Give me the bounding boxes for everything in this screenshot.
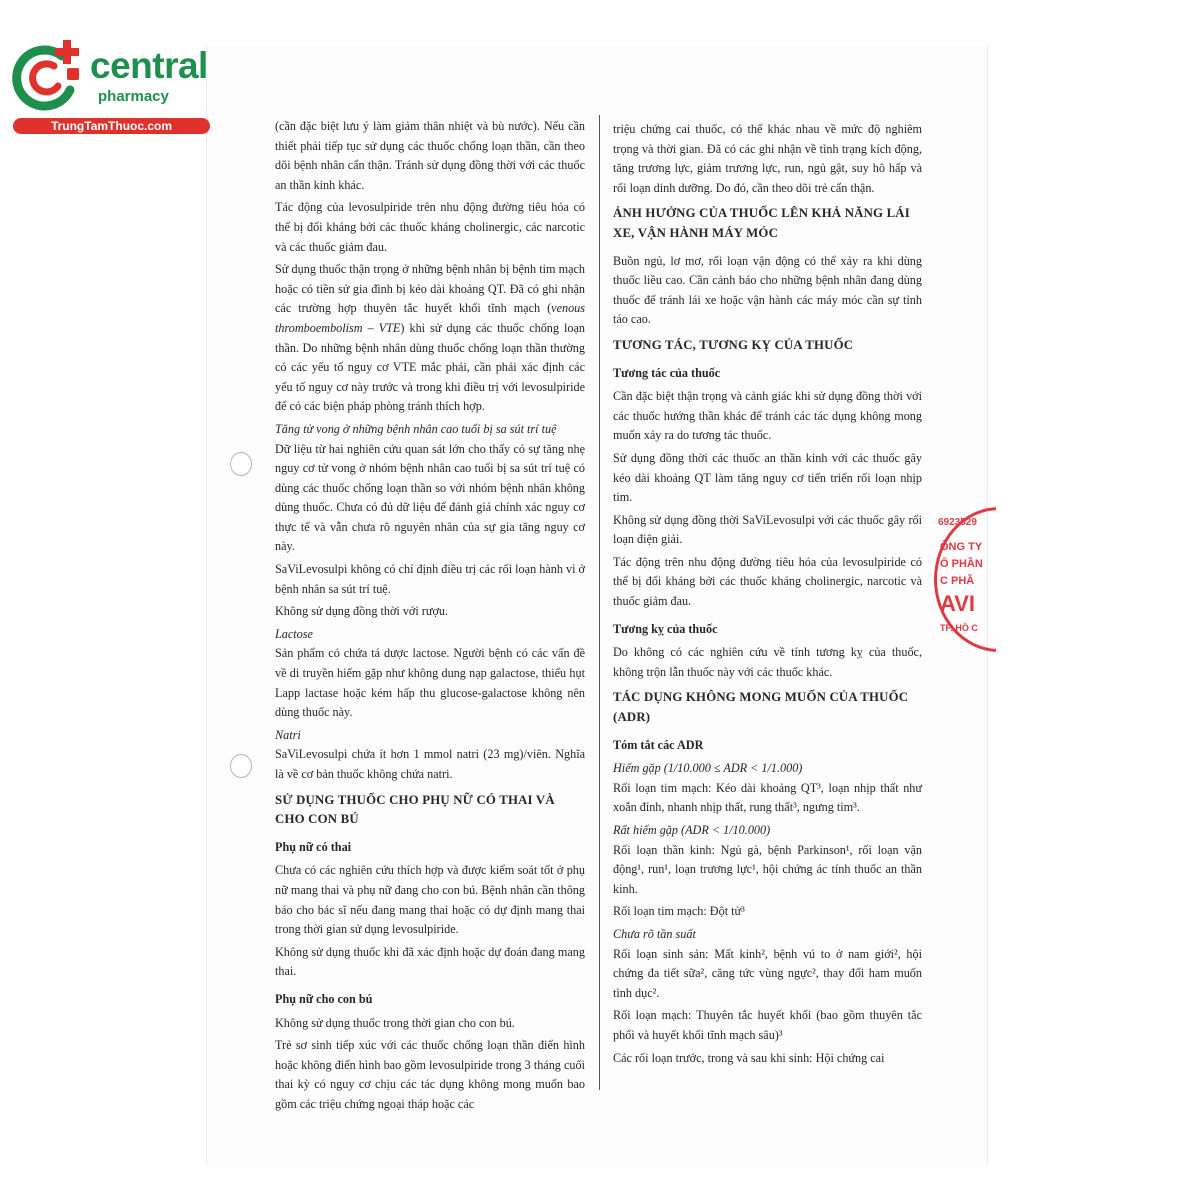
logo-wordmark: central [90, 45, 208, 86]
paragraph: Trẻ sơ sinh tiếp xúc với các thuốc chống loạn thần điển hình hoặc không điển hình bao gồm levosulpiride trong 3 tháng cuối thai kỳ có nguy cơ chịu các tác dụng không mong muốn bao gồm các triệu chứng ngoại tháp hoặc các [275, 1038, 585, 1111]
logo-website-bar: TrungTamThuoc.com [13, 118, 210, 134]
paragraph: Rối loạn sinh sản: Mất kinh², bệnh vú to ở nam giới², hội chứng đa tiết sữa², căng tức vùng ngực², thay đổi ham muốn tình dục². [613, 946, 922, 1000]
column-divider [599, 115, 600, 1090]
section-heading: TƯƠNG TÁC, TƯƠNG KỴ CỦA THUỐC [613, 337, 854, 352]
stamp-text: C PHẦ [940, 575, 975, 587]
punch-hole [230, 754, 252, 778]
paragraph: Dữ liệu từ hai nghiên cứu quan sát lớn cho thấy có sự tăng nhẹ nguy cơ tử vong ở nhóm bệnh nhân cao tuổi bị sa sút trí tuệ có dùng các thuốc chống loạn thần so với nhóm bệnh nhân không dùng thuốc. Chưa có đủ dữ liệu để đánh giá chính xác nguy cơ thực tế và vẫn chưa rõ nguyên nhân của sự gia tăng nguy cơ này. [275, 441, 585, 554]
paragraph: Rối loạn mạch: Thuyên tắc huyết khối (bao gồm thuyên tắc phổi và huyết khối tĩnh mạch sâu)³ [613, 1008, 922, 1042]
pharmacy-cross-icon [10, 38, 90, 118]
paragraph: Do không có các nghiên cứu về tính tương kỵ của thuốc, không trộn lẫn thuốc này với các thuốc khác. [613, 645, 922, 679]
right-column [613, 120, 922, 1071]
stamp-text: Ổ PHẦN [940, 558, 983, 570]
logo-subtitle: pharmacy [98, 88, 169, 105]
italic-subheading: Rất hiếm gặp (ADR < 1/10.000) [613, 823, 771, 837]
paragraph: Không sử dụng thuốc trong thời gian cho con bú. [275, 1015, 515, 1030]
italic-subheading: Chưa rõ tần suất [613, 926, 696, 941]
stamp-text: 6923529 [938, 517, 977, 528]
subsection-heading: Phụ nữ cho con bú [275, 991, 373, 1006]
subsection-heading: Tương kỵ của thuốc [613, 621, 718, 636]
stamp-text: ÔNG TY [940, 541, 983, 553]
left-column [275, 117, 585, 1118]
section-heading: TÁC DỤNG KHÔNG MONG MUỐN CỦA THUỐC (ADR) [613, 690, 909, 725]
paragraph: Sử dụng thuốc thận trọng ở những bệnh nhân bị bệnh tim mạch hoặc có tiền sử gia đình bị kéo dài khoảng QT. Đã có ghi nhận các trường hợp thuyên tắc huyết khối tĩnh mạch (venous thromboembolism – VTE) khi sử dụng các thuốc chống loạn thần. Do những bệnh nhân dùng thuốc chống loạn thần thường có các yếu tố nguy cơ VTE mắc phải, cần phải xác định các yếu tố nguy cơ này trước và trong khi điều trị với levosulpiride để có các biện pháp phòng tránh thích hợp. [275, 262, 585, 414]
italic-subheading: Hiếm gặp (1/10.000 ≤ ADR < 1/1.000) [613, 761, 803, 776]
paragraph: triệu chứng cai thuốc, có thể khác nhau về mức độ nghiêm trọng và thời gian. Đã có các ghi nhận về tình trạng kích động, tăng trương lực, giảm trương lực, run, ngủ gật, suy hô hấp và rối loạn dinh dưỡng. Do đó, cần theo dõi trẻ cẩn thận. [613, 122, 922, 195]
paragraph: Rối loạn tim mạch: Kéo dài khoảng QT³, loạn nhịp thất như xoắn đỉnh, nhanh nhịp thất, rung thất³, ngưng tim³. [613, 780, 922, 815]
subsection-heading: Phụ nữ có thai [275, 839, 352, 854]
paragraph: Buồn ngủ, lơ mơ, rối loạn vận động có thể xảy ra khi dùng thuốc liều cao. Cần cảnh báo cho những bệnh nhân đang dùng thuốc để tránh lái xe hoặc vận hành các máy móc cần sự tỉnh táo cao. [613, 253, 922, 327]
section-heading: ẢNH HƯỞNG CỦA THUỐC LÊN KHẢ NĂNG LÁI XE, VẬN HÀNH MÁY MÓC [613, 206, 910, 240]
paragraph: Các rối loạn trước, trong và sau khi sinh: Hội chứng cai [613, 1050, 885, 1065]
section-heading: SỬ DỤNG THUỐC CHO PHỤ NỮ CÓ THAI VÀ CHO CON BÚ [275, 792, 555, 827]
stamp-text: AVI [940, 591, 976, 616]
paragraph: Rối loạn thần kinh: Ngủ gà, bệnh Parkinson¹, rối loạn vận động¹, run¹, loạn trương lực¹, hội chứng ác tính thuốc an thần kinh. [613, 842, 922, 896]
paragraph: (cần đặc biệt lưu ý làm giảm thân nhiệt và bù nước). Nếu cần thiết phải tiếp tục sử dụng các thuốc chống loạn thần, cần theo dõi bệnh nhân cẩn thận. Tránh sử dụng đồng thời với các thuốc an thần kinh khác. [275, 119, 585, 192]
paragraph: Sản phẩm có chứa tá dược lactose. Người bệnh có các vấn đề về di truyền hiếm gặp như không dung nạp galactose, thiếu hụt Lapp lactase hoặc kém hấp thu glucose-galactose không nên dùng thuốc này. [275, 646, 585, 720]
paragraph: Sử dụng đồng thời các thuốc an thần kinh với các thuốc gây kéo dài khoảng QT làm tăng nguy cơ tiến triển rối loạn nhịp tim. [613, 450, 922, 505]
punch-hole [230, 452, 252, 476]
italic-subheading: Natri [275, 727, 301, 742]
company-stamp [934, 507, 996, 652]
paragraph: SaViLevosulpi chứa ít hơn 1 mmol natri (23 mg)/viên. Nghĩa là về cơ bản thuốc không chứa natri. [275, 747, 585, 781]
subsection-heading: Tóm tắt các ADR [613, 737, 704, 752]
paragraph: SaViLevosulpi không có chỉ định điều trị các rối loạn hành vi ở bệnh nhân sa sút trí tuệ. [275, 562, 585, 596]
paragraph: Cần đặc biệt thận trọng và cảnh giác khi sử dụng đồng thời với các thuốc hướng thần khác để tránh các tác dụng không mong muốn xảy ra do tương tác thuốc. [613, 389, 922, 443]
central-pharmacy-logo[interactable] [10, 38, 215, 138]
italic-subheading: Tăng tử vong ở những bệnh nhân cao tuổi bị sa sút trí tuệ [275, 421, 557, 436]
paragraph: Không sử dụng đồng thời SaViLevosulpi với các thuốc gây rối loạn điện giải. [613, 512, 922, 547]
italic-subheading: Lactose [275, 626, 313, 641]
paragraph: Chưa có các nghiên cứu thích hợp và được kiểm soát tốt ở phụ nữ mang thai và phụ nữ đang cho con bú. Bệnh nhân cần thông báo cho bác sĩ nếu đang mang thai hoặc có dự định mang thai trong thời gian sử dụng levosulpiride. [275, 863, 585, 937]
subsection-heading: Tương tác của thuốc [613, 365, 721, 380]
paragraph: Không sử dụng thuốc khi đã xác định hoặc dự đoán đang mang thai. [275, 944, 585, 979]
paragraph: Tác động của levosulpiride trên nhu động đường tiêu hóa có thể bị đối kháng bởi các thuốc kháng cholinergic, các narcotic và các thuốc giảm đau. [275, 200, 585, 254]
paragraph: Rối loạn tim mạch: Đột tử³ [613, 904, 745, 919]
paragraph: Tác động trên nhu động đường tiêu hóa của levosulpiride có thể bị đối kháng bởi các thuốc kháng cholinergic, narcotic và thuốc giảm đau. [613, 554, 922, 609]
paragraph: Không sử dụng đồng thời với rượu. [275, 604, 449, 619]
stamp-text: TP. HỒ C [940, 623, 978, 633]
